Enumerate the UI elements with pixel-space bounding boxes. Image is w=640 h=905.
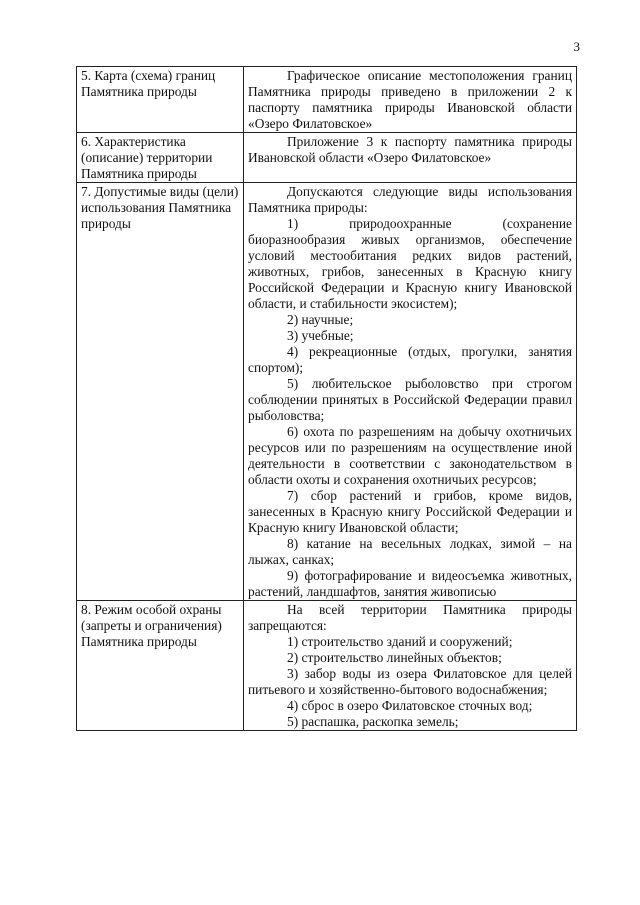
paragraph: 6) охота по разрешениям на добычу охотничьих ресурсов или по разрешениям на осуществление иной деятельности в соответствии с законодательством в области охоты и сохранения охотничьих ресурсов; [248, 424, 572, 487]
paragraph: 2) научные; [287, 312, 354, 327]
table-row [77, 67, 577, 133]
row-content-cell [244, 601, 577, 731]
paragraph: 4) рекреационные (отдых, прогулки, занятия спортом); [248, 344, 572, 375]
paragraph: Допускаются следующие виды использования Памятника природы: [248, 184, 572, 215]
row-label: 8. Режим особой охраны (запреты и ограничения) Памятника природы [81, 602, 222, 649]
row-label: 6. Характеристика (описание) территории Памятника природы [81, 134, 213, 181]
paragraph: 4) сброс в озеро Филатовское сточных вод; [287, 698, 533, 713]
passport-table [76, 66, 577, 731]
table-row [77, 183, 577, 601]
row-label-cell [77, 133, 244, 183]
paragraph: 2) строительство линейных объектов; [287, 650, 502, 665]
paragraph: 1) природоохранные (сохранение биоразнообразия живых организмов, обеспечение условий местообитания редких видов растений, животных, грибов, занесенных в Красную книгу Российской Федерации и Красную книгу Ивановской области, и стабильности экосистем); [248, 216, 572, 311]
row-label-cell [77, 183, 244, 601]
row-content-cell [244, 133, 577, 183]
paragraph: На всей территории Памятника природы запрещаются: [248, 602, 572, 633]
paragraph: Приложение 3 к паспорту памятника природы Ивановской области «Озеро Филатовское» [248, 134, 572, 165]
row-label: 5. Карта (схема) границ Памятника природы [81, 68, 216, 99]
table-row [77, 133, 577, 183]
paragraph: 9) фотографирование и видеосъемка животных, растений, ландшафтов, занятия живописью [248, 568, 572, 599]
row-label-cell [77, 601, 244, 731]
paragraph: 3) забор воды из озера Филатовское для целей питьевого и хозяйственно-бытового водоснабжения; [248, 666, 572, 697]
row-label: 7. Допустимые виды (цели) использования Памятника природы [81, 184, 239, 231]
row-content-cell [244, 183, 577, 601]
page-number: 3 [573, 39, 580, 54]
table-row [77, 601, 577, 731]
paragraph: 5) любительское рыболовство при строгом соблюдении принятых в Российской Федерации правил рыболовства; [248, 376, 572, 423]
paragraph: 7) сбор растений и грибов, кроме видов, занесенных в Красную книгу Российской Федерации и Красную книгу Ивановской области; [248, 488, 572, 535]
row-label-cell [77, 67, 244, 133]
row-content-cell [244, 67, 577, 133]
paragraph: 3) учебные; [287, 328, 354, 343]
paragraph: 5) распашка, раскопка земель; [287, 714, 459, 729]
paragraph: 8) катание на весельных лодках, зимой – на лыжах, санках; [248, 536, 572, 567]
paragraph: Графическое описание местоположения границ Памятника природы приведено в приложении 2 к паспорту памятника природы Ивановской области «Озеро Филатовское» [248, 68, 572, 131]
paragraph: 1) строительство зданий и сооружений; [287, 634, 513, 649]
